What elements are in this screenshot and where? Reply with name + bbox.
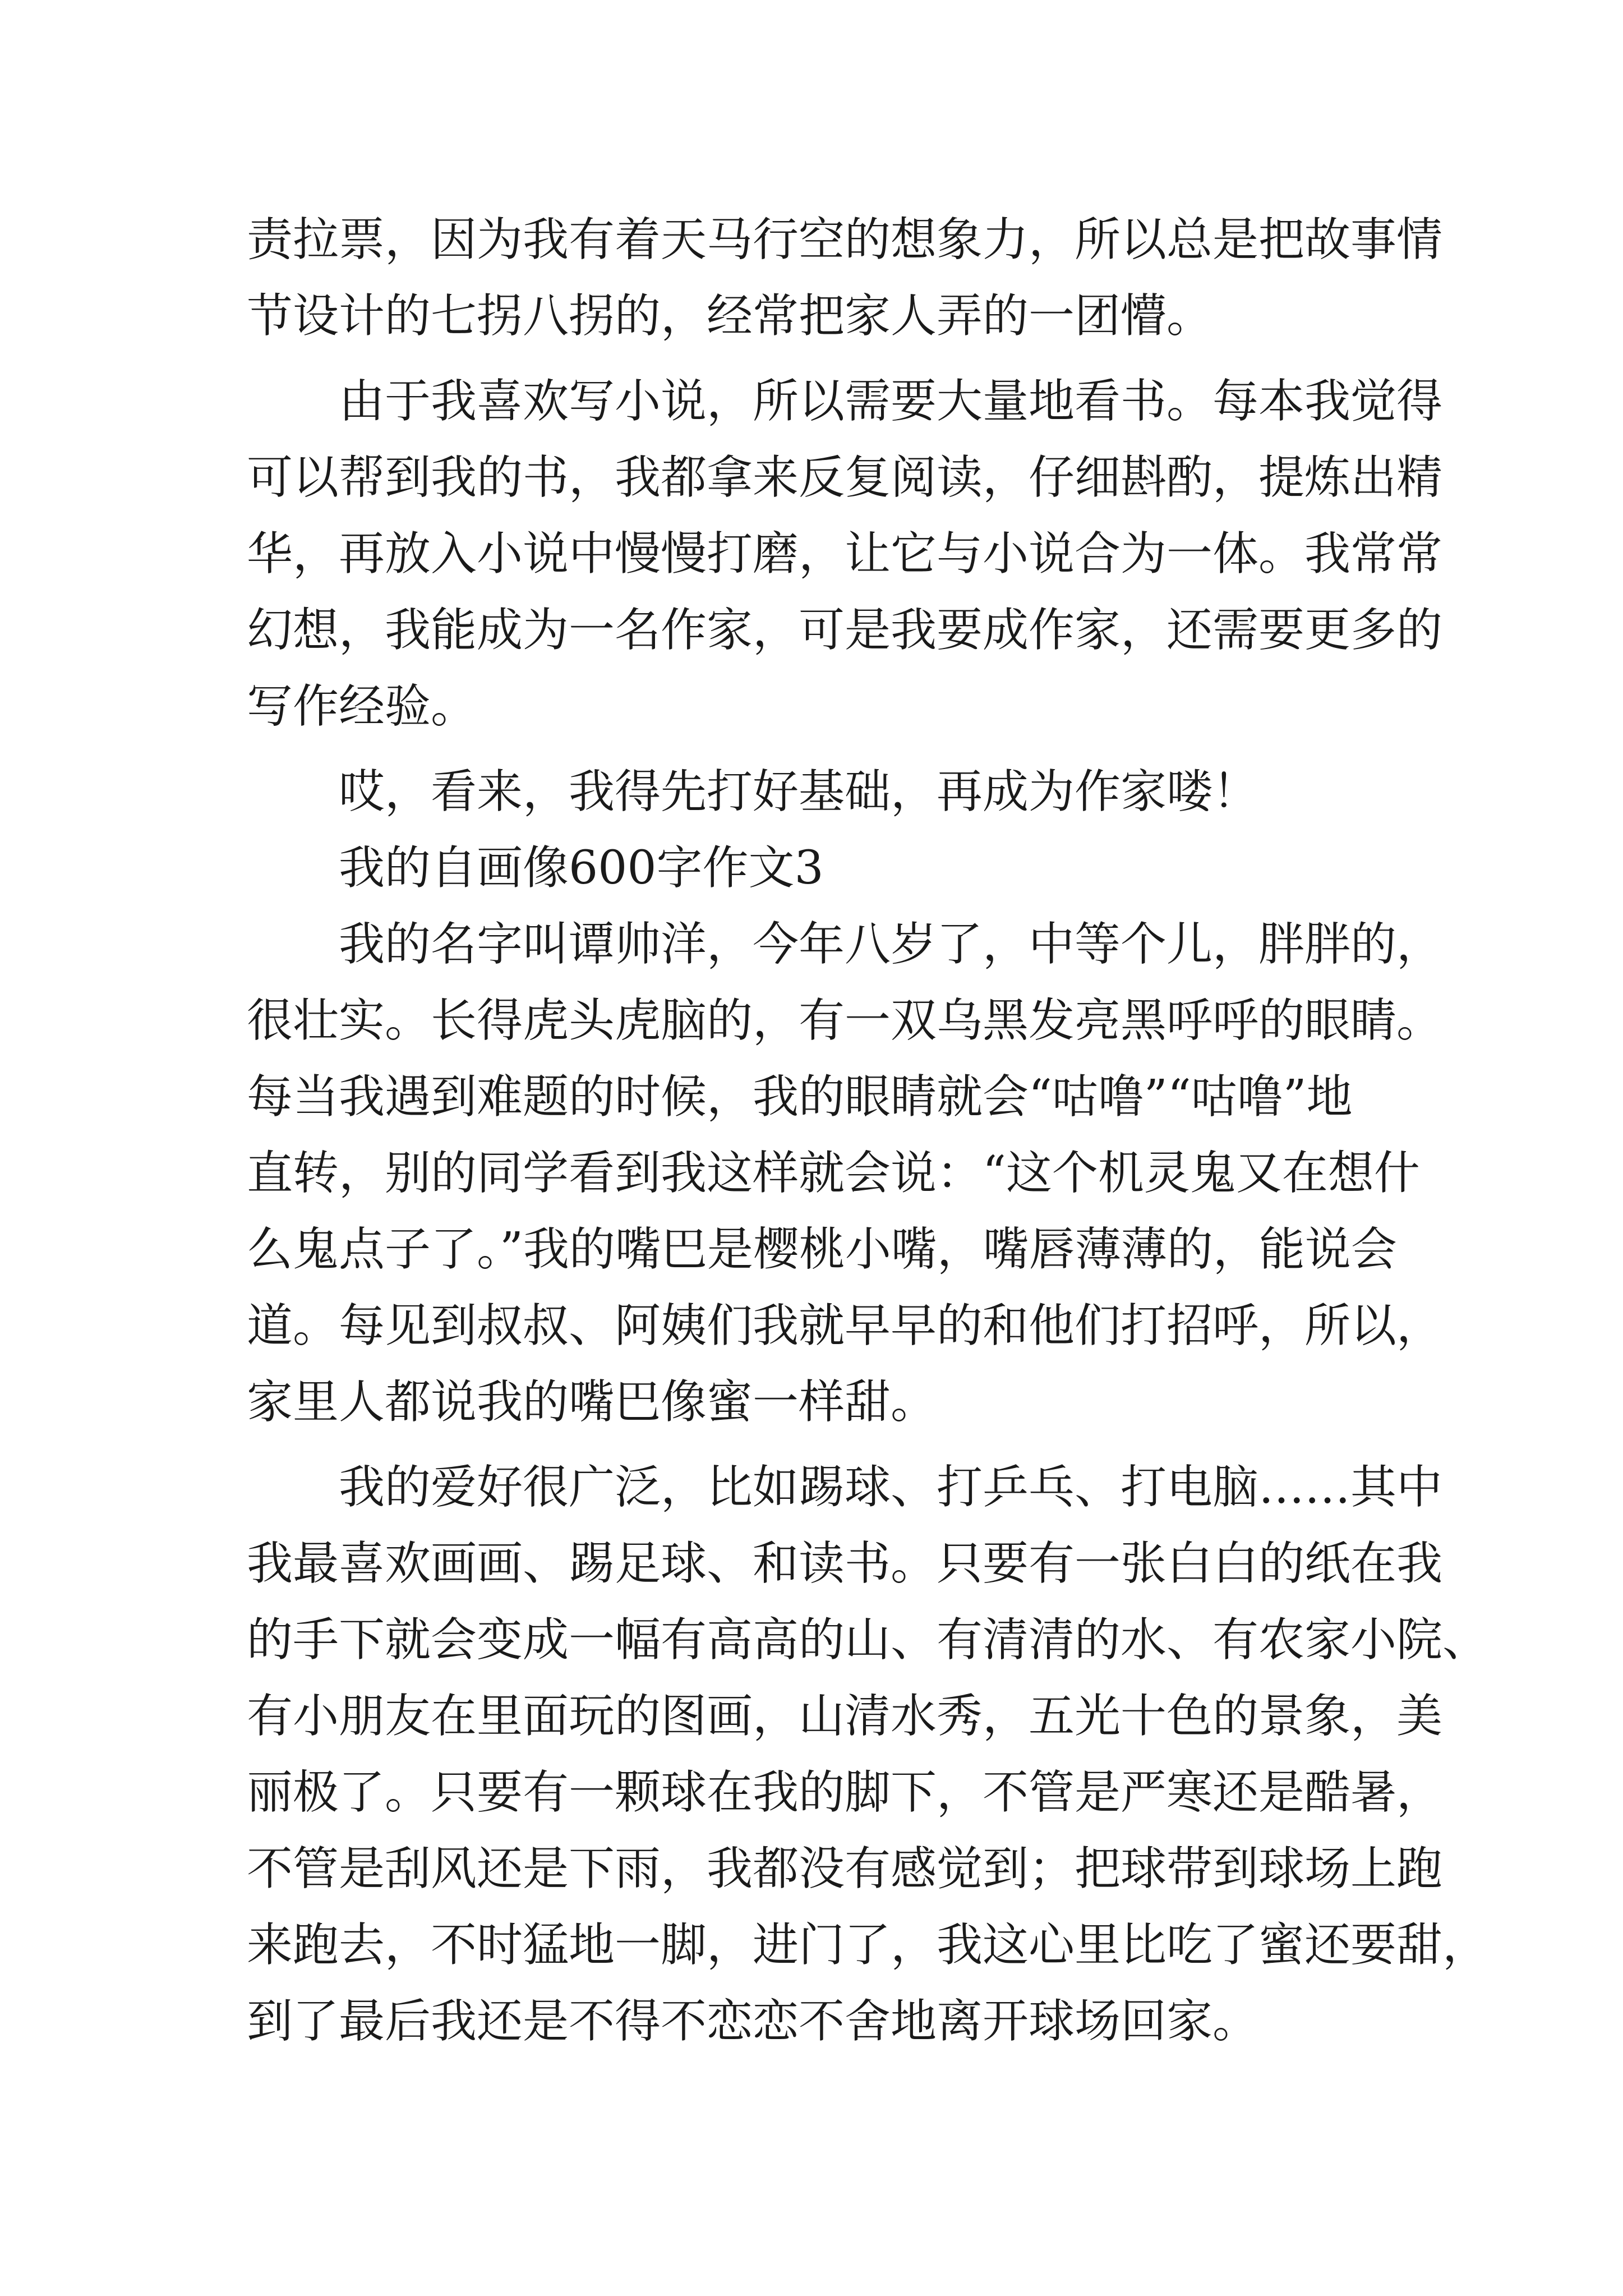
text-line: 直转，别的同学看到我这样就会说：“这个机灵鬼又在想什 <box>247 1147 1420 1200</box>
text-line: 写作经验。 <box>247 680 477 733</box>
text-line: 的手下就会变成一幅有高高的山、有清清的水、有农家小院、 <box>247 1613 1489 1667</box>
text-line: 责拉票，因为我有着天马行空的想象力，所以总是把故事情 <box>247 213 1443 266</box>
text-line: 每当我遇到难题的时候，我的眼睛就会“咕噜”“咕噜”地 <box>247 1070 1353 1124</box>
text-line: 由于我喜欢写小说，所以需要大量地看书。每本我觉得 <box>339 375 1443 428</box>
text-line: 很壮实。长得虎头虎脑的，有一双乌黑发亮黑呼呼的眼睛。 <box>247 994 1443 1047</box>
text-line: 哎，看来，我得先打好基础，再成为作家喽！ <box>339 765 1259 818</box>
document-body <box>247 202 1489 2060</box>
text-line: 幻想，我能成为一名作家，可是我要成作家，还需要更多的 <box>247 604 1443 657</box>
text-line: 华，再放入小说中慢慢打磨，让它与小说合为一体。我常常 <box>247 527 1443 581</box>
text-line: 到了最后我还是不得不恋恋不舍地离开球场回家。 <box>247 1995 1259 2048</box>
section-heading: 我的自画像600字作文3 <box>339 841 824 895</box>
text-line: 我的爱好很广泛，比如踢球、打乒乓、打电脑……其中 <box>339 1461 1443 1514</box>
text-line: 有小朋友在里面玩的图画，山清水秀，五光十色的景象，美 <box>247 1690 1443 1743</box>
text-line: 我最喜欢画画、踢足球、和读书。只要有一张白白的纸在我 <box>247 1537 1443 1590</box>
text-line: 丽极了。只要有一颗球在我的脚下，不管是严寒还是酷暑， <box>247 1766 1443 1819</box>
text-line: 么鬼点子了。”我的嘴巴是樱桃小嘴，嘴唇薄薄的，能说会 <box>247 1223 1397 1276</box>
text-line: 来跑去，不时猛地一脚，进门了，我这心里比吃了蜜还要甜， <box>247 1918 1489 1972</box>
text-line: 家里人都说我的嘴巴像蜜一样甜。 <box>247 1375 937 1429</box>
text-line: 我的名字叫谭帅洋，今年八岁了，中等个儿，胖胖的， <box>339 918 1443 971</box>
text-line: 不管是刮风还是下雨，我都没有感觉到；把球带到球场上跑 <box>247 1842 1443 1895</box>
text-line: 道。每见到叔叔、阿姨们我就早早的和他们打招呼，所以， <box>247 1299 1443 1352</box>
text-line: 节设计的七拐八拐的，经常把家人弄的一团懵。 <box>247 289 1213 343</box>
text-line: 可以帮到我的书，我都拿来反复阅读，仔细斟酌，提炼出精 <box>247 451 1443 504</box>
